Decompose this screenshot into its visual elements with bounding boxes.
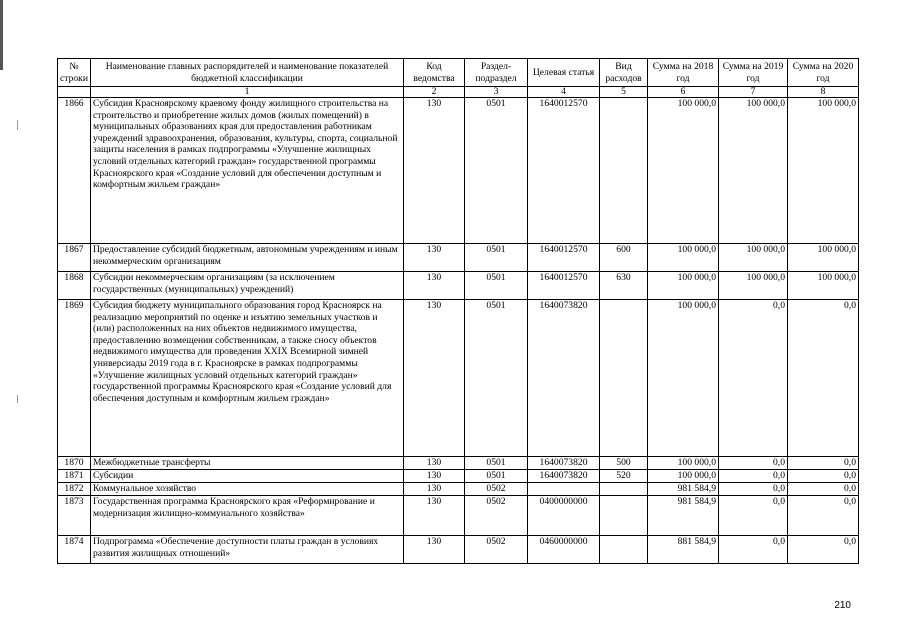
row-celevaya: 1640073820 [528, 300, 600, 457]
row-number: 1867 [58, 244, 91, 272]
column-index-row [58, 87, 859, 98]
row-razdel: 0501 [465, 244, 528, 272]
row-vid [600, 300, 648, 457]
row-razdel: 0501 [465, 300, 528, 457]
table-row [58, 483, 859, 496]
table-row [58, 457, 859, 470]
row-sum-2020: 0,0 [788, 470, 859, 483]
row-sum-2020: 0,0 [788, 483, 859, 496]
row-vid: 520 [600, 470, 648, 483]
header-name: Наименование главных распорядителей и наименование показателей бюджетной классификации [91, 59, 404, 87]
row-number: 1866 [58, 98, 91, 244]
row-sum-2018: 100 000,0 [648, 300, 719, 457]
row-sum-2019: 0,0 [719, 536, 788, 564]
row-celevaya: 1640012570 [528, 244, 600, 272]
header-ved: Код ведомства [404, 59, 465, 87]
row-ved: 130 [404, 244, 465, 272]
row-celevaya: 1640012570 [528, 98, 600, 244]
column-index: 4 [528, 87, 600, 98]
table-row [58, 98, 859, 244]
scan-mark [17, 395, 18, 403]
row-celevaya: 0460000000 [528, 536, 600, 564]
row-razdel: 0501 [465, 272, 528, 300]
row-celevaya [528, 483, 600, 496]
row-ved: 130 [404, 470, 465, 483]
row-vid [600, 496, 648, 536]
row-sum-2018: 981 584,9 [648, 483, 719, 496]
row-sum-2019: 0,0 [719, 300, 788, 457]
page-number: 210 [834, 600, 851, 611]
row-sum-2018: 100 000,0 [648, 272, 719, 300]
header-row-number: № строки [58, 59, 91, 87]
row-ved: 130 [404, 496, 465, 536]
row-number: 1871 [58, 470, 91, 483]
row-vid: 600 [600, 244, 648, 272]
row-sum-2018: 981 584,9 [648, 496, 719, 536]
row-sum-2019: 0,0 [719, 470, 788, 483]
row-razdel: 0501 [465, 98, 528, 244]
row-sum-2018: 100 000,0 [648, 457, 719, 470]
row-number: 1874 [58, 536, 91, 564]
column-index: 7 [719, 87, 788, 98]
row-sum-2020: 100 000,0 [788, 272, 859, 300]
header-sum-2020: Сумма на 2020 год [788, 59, 859, 87]
column-index: 2 [404, 87, 465, 98]
row-sum-2018: 100 000,0 [648, 470, 719, 483]
header-sum-2019: Сумма на 2019 год [719, 59, 788, 87]
column-index: 3 [465, 87, 528, 98]
row-name: Субсидия Красноярскому краевому фонду жилищного строительства на строительство и приобретение жилых домов (жилых помещений) в муниципальных образованиях края для предоставления работникам учреждений здравоохранения, образования, культуры, спорта, социальной защиты населения в рамках подпрограммы «Улучшение жилищных условий отдельных категорий граждан» государственной программы Красноярского края «Создание условий для обеспечения доступным и комфортным жильем граждан» [91, 98, 404, 244]
row-sum-2020: 0,0 [788, 496, 859, 536]
row-vid: 630 [600, 272, 648, 300]
column-index: 8 [788, 87, 859, 98]
row-number: 1872 [58, 483, 91, 496]
row-sum-2020: 0,0 [788, 457, 859, 470]
row-vid [600, 536, 648, 564]
row-name: Субсидии некоммерческим организациям (за исключением государственных (муниципальных) учреждений) [91, 272, 404, 300]
row-ved: 130 [404, 300, 465, 457]
row-sum-2020: 0,0 [788, 536, 859, 564]
row-celevaya: 1640012570 [528, 272, 600, 300]
row-vid [600, 483, 648, 496]
scan-mark [17, 120, 18, 130]
row-ved: 130 [404, 272, 465, 300]
row-sum-2020: 100 000,0 [788, 98, 859, 244]
header-sum-2018: Сумма на 2018 год [648, 59, 719, 87]
table-row [58, 536, 859, 564]
row-razdel: 0501 [465, 470, 528, 483]
row-sum-2019: 0,0 [719, 496, 788, 536]
row-sum-2020: 100 000,0 [788, 244, 859, 272]
row-sum-2018: 100 000,0 [648, 244, 719, 272]
row-razdel: 0502 [465, 536, 528, 564]
row-sum-2020: 0,0 [788, 300, 859, 457]
row-name: Предоставление субсидий бюджетным, автономным учреждениям и иным некоммерческим организациям [91, 244, 404, 272]
header-celevaya: Целевая статья [528, 59, 600, 87]
row-ved: 130 [404, 536, 465, 564]
row-sum-2018: 100 000,0 [648, 98, 719, 244]
row-celevaya: 1640073820 [528, 457, 600, 470]
row-razdel: 0502 [465, 496, 528, 536]
row-sum-2019: 0,0 [719, 457, 788, 470]
row-number: 1869 [58, 300, 91, 457]
row-number: 1873 [58, 496, 91, 536]
row-sum-2019: 100 000,0 [719, 98, 788, 244]
row-ved: 130 [404, 483, 465, 496]
row-ved: 130 [404, 457, 465, 470]
row-name: Государственная программа Красноярского края «Реформирование и модернизация жилищно-коммунального хозяйства» [91, 496, 404, 536]
table-row [58, 300, 859, 457]
row-vid [600, 98, 648, 244]
table-row [58, 496, 859, 536]
column-index: 6 [648, 87, 719, 98]
row-sum-2019: 100 000,0 [719, 272, 788, 300]
row-number: 1868 [58, 272, 91, 300]
header-vid: Вид расходов [600, 59, 648, 87]
column-index: 1 [91, 87, 404, 98]
budget-table [57, 58, 859, 564]
table-row [58, 244, 859, 272]
column-index [58, 87, 91, 98]
row-name: Коммунальное хозяйство [91, 483, 404, 496]
row-number: 1870 [58, 457, 91, 470]
row-vid: 500 [600, 457, 648, 470]
row-sum-2019: 100 000,0 [719, 244, 788, 272]
row-celevaya: 1640073820 [528, 470, 600, 483]
row-name: Субсидия бюджету муниципального образования город Красноярск на реализацию мероприятий по оценке и изъятию земельных участков и (или) расположенных на них объектов недвижимого имущества, предоставлению возмещения собственникам, а также сносу объектов недвижимого имущества для проведения XXIX Всемирной зимней универсиады 2019 года в г. Красноярске в рамках подпрограммы «Улучшение жилищных условий отдельных категорий граждан» государственной программы Красноярского края «Создание условий для обеспечения доступным и комфортным жильем граждан» [91, 300, 404, 457]
header-razdel: Раздел-подраздел [465, 59, 528, 87]
row-name: Подпрограмма «Обеспечение доступности платы граждан в условиях развития жилищных отношений» [91, 536, 404, 564]
row-sum-2019: 0,0 [719, 483, 788, 496]
page-edge [0, 0, 3, 70]
row-razdel: 0501 [465, 457, 528, 470]
row-name: Субсидии [91, 470, 404, 483]
header-row [58, 59, 859, 87]
row-sum-2018: 881 584,9 [648, 536, 719, 564]
table-row [58, 470, 859, 483]
row-razdel: 0502 [465, 483, 528, 496]
row-celevaya: 0400000000 [528, 496, 600, 536]
table-row [58, 272, 859, 300]
row-name: Межбюджетные трансферты [91, 457, 404, 470]
row-ved: 130 [404, 98, 465, 244]
column-index: 5 [600, 87, 648, 98]
